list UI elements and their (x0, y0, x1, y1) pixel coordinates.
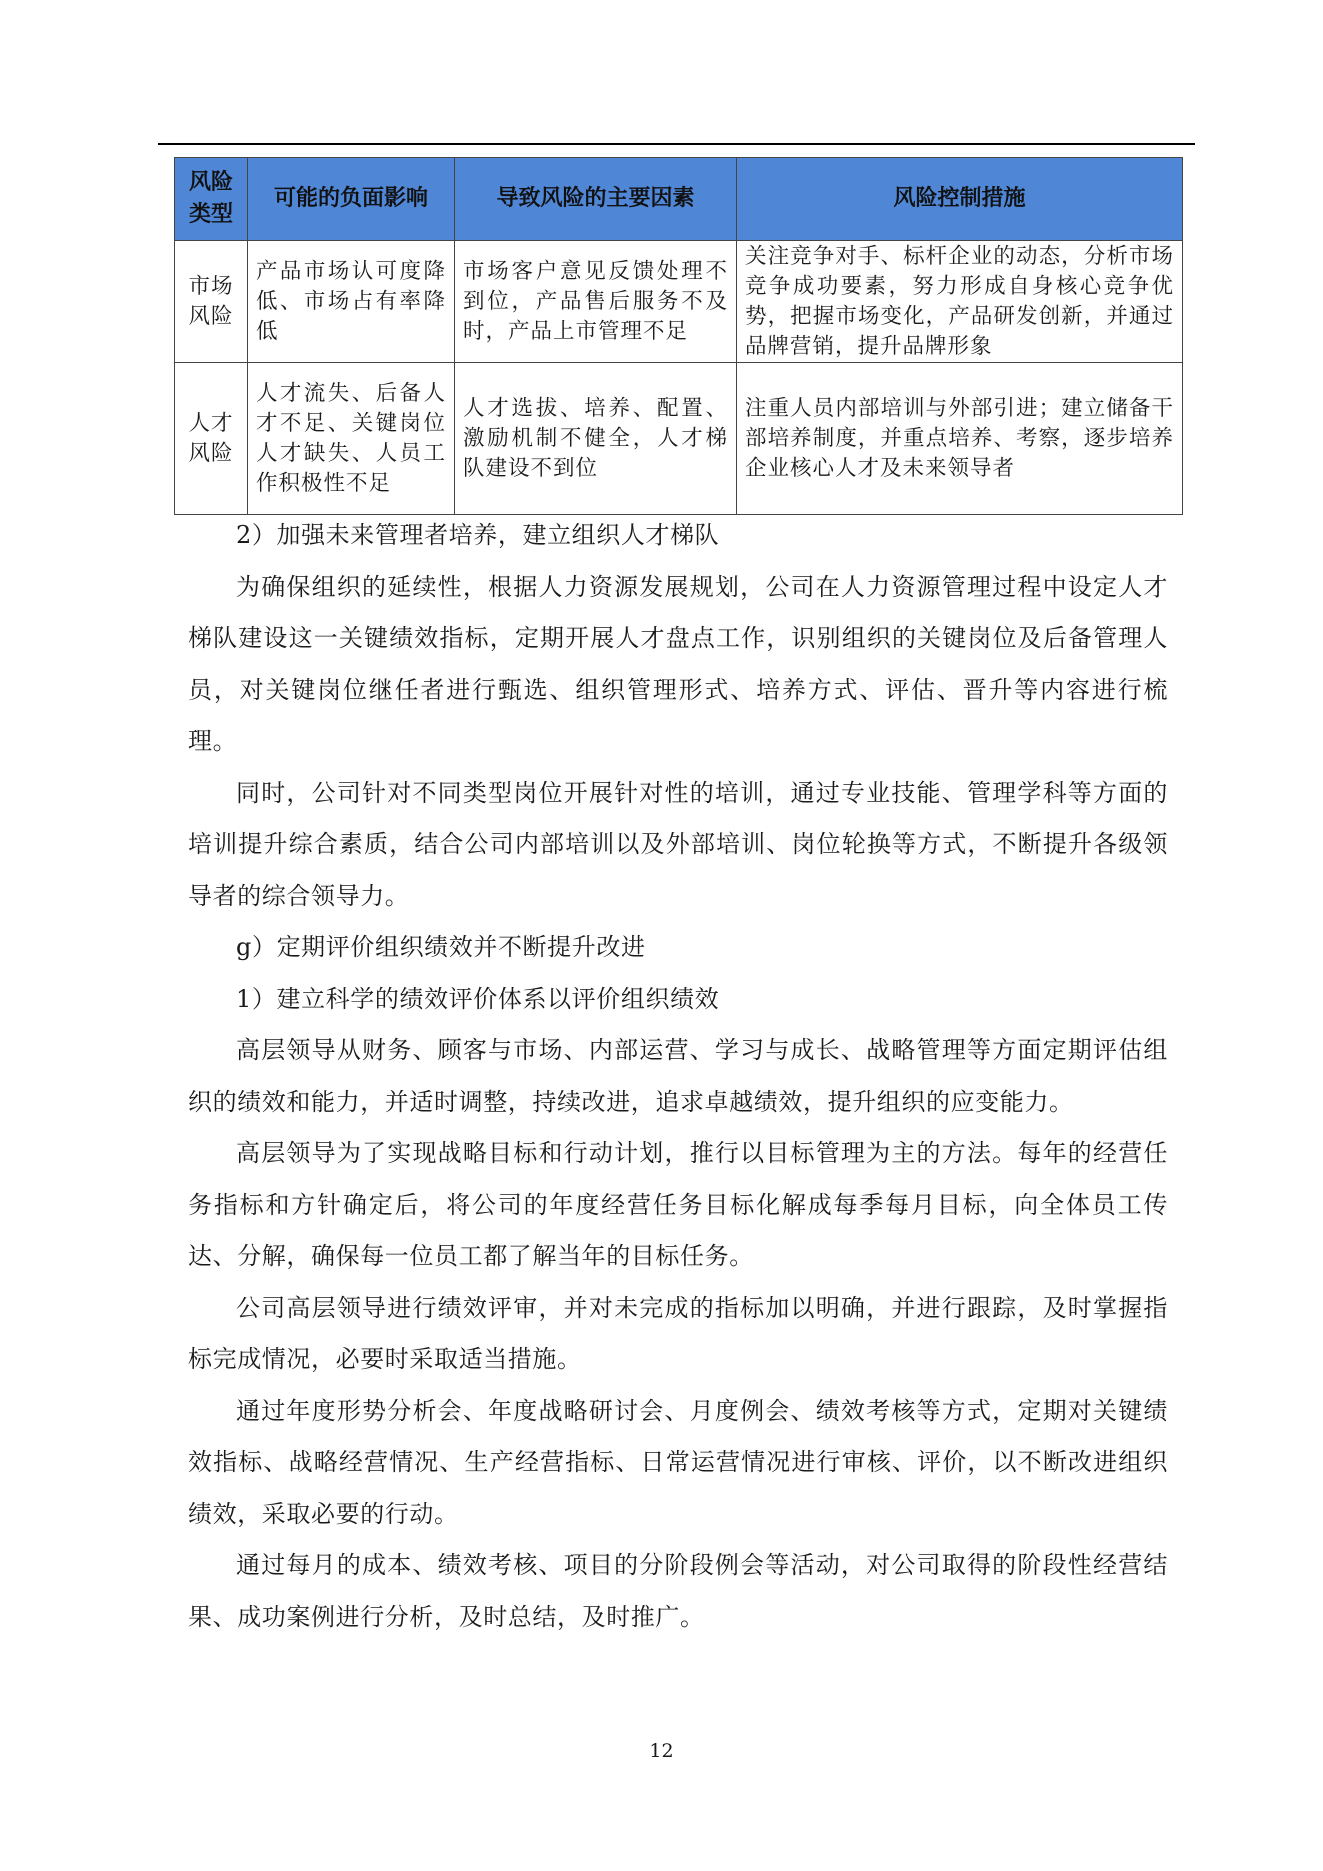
body-paragraph: 高层领导为了实现战略目标和行动计划，推行以目标管理为主的方法。每年的经营任务指标和方针确定后，将公司的年度经营任务目标化解成每季每月目标，向全体员工传达、分解，确保每一位员工都了解当年的目标任务。 (188, 1139, 1168, 1270)
table-row (175, 363, 1183, 515)
cell-control: 注重人员内部培训与外部引进；建立储备干部培养制度，并重点培养、考察，逐步培养企业核心人才及未来领导者 (737, 363, 1183, 515)
table-row (175, 241, 1183, 363)
header-main-cause: 导致风险的主要因素 (455, 158, 737, 241)
cell-cause: 市场客户意见反馈处理不到位，产品售后服务不及时，产品上市管理不足 (455, 241, 737, 363)
header-negative-impact: 可能的负面影响 (248, 158, 455, 241)
body-text (188, 510, 1168, 1643)
body-paragraph: 高层领导从财务、顾客与市场、内部运营、学习与成长、战略管理等方面定期评估组织的绩效和能力，并适时调整，持续改进，追求卓越绩效，提升组织的应变能力。 (188, 1036, 1168, 1116)
body-paragraph: 公司高层领导进行绩效评审，并对未完成的指标加以明确，并进行跟踪，及时掌握指标完成情况，必要时采取适当措施。 (188, 1293, 1168, 1373)
cell-impact: 产品市场认可度降低、市场占有率降低 (248, 241, 455, 363)
cell-cause: 人才选拔、培养、配置、激励机制不健全，人才梯队建设不到位 (455, 363, 737, 515)
section-heading: g）定期评价组织绩效并不断提升改进 (236, 933, 646, 961)
cell-impact: 人才流失、后备人才不足、关键岗位人才缺失、人员工作积极性不足 (248, 363, 455, 515)
table-header-row (175, 158, 1183, 241)
subheading-paragraph: 1）建立科学的绩效评价体系以评价组织绩效 (236, 984, 720, 1013)
body-paragraph: 同时，公司针对不同类型岗位开展针对性的培训，通过专业技能、管理学科等方面的培训提升综合素质，结合公司内部培训以及外部培训、岗位轮换等方式，不断提升各级领导者的综合领导力。 (188, 778, 1168, 910)
body-paragraph: 通过每月的成本、绩效考核、项目的分阶段例会等活动，对公司取得的阶段性经营结果、成功案例进行分析，及时总结，及时推广。 (188, 1551, 1168, 1631)
header-control-measures: 风险控制措施 (737, 158, 1183, 241)
subheading-paragraph: 2）加强未来管理者培养，建立组织人才梯队 (236, 521, 720, 549)
risk-table (174, 157, 1183, 515)
page-number: 12 (649, 1740, 674, 1762)
cell-risk-type: 人才风险 (175, 363, 248, 515)
header-risk-type: 风险类型 (175, 158, 248, 241)
cell-risk-type: 市场风险 (175, 241, 248, 363)
body-paragraph: 为确保组织的延续性，根据人力资源发展规划，公司在人力资源管理过程中设定人才梯队建设这一关键绩效指标，定期开展人才盘点工作，识别组织的关键岗位及后备管理人员，对关键岗位继任者进行甄选、组织管理形式、培养方式、评估、晋升等内容进行梳理。 (188, 572, 1168, 755)
cell-control: 关注竞争对手、标杆企业的动态，分析市场竞争成功要素，努力形成自身核心竞争优势，把握市场变化，产品研发创新，并通过品牌营销，提升品牌形象 (737, 241, 1183, 363)
header-rule (158, 143, 1195, 145)
body-paragraph: 通过年度形势分析会、年度战略研讨会、月度例会、绩效考核等方式，定期对关键绩效指标、战略经营情况、生产经营指标、日常运营情况进行审核、评价，以不断改进组织绩效，采取必要的行动。 (188, 1396, 1168, 1528)
